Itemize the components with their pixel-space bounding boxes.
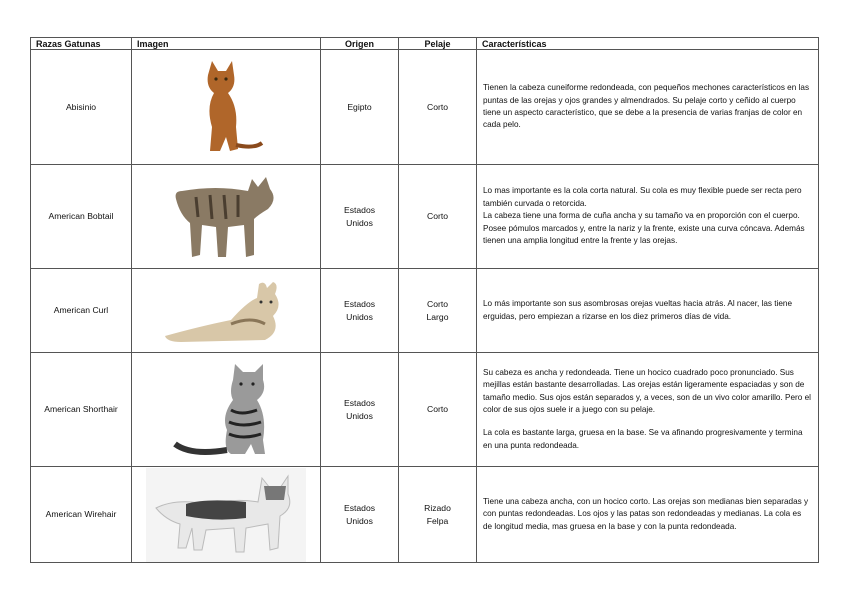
origin: Egipto [321,50,399,165]
american-shorthair-cat-image [171,360,281,460]
abyssinian-cat-image [186,57,266,157]
characteristics: Su cabeza es ancha y redondeada. Tiene un hocico cuadrado poco pronunciado. Sus mejillas están bastante desarrolladas. Las orejas están ligeramente espaciadas y son de tamaño medio. Sus ojos están separados y, a veces, son de un vivo color amarillo. Pero el color de sus ojos suele ir a juego con su pelaje. La cola es bastante larga, gruesa en la base. Se va afinando progresivamente y termina en una punta redondeada. [477,353,819,467]
characteristics: Lo más importante son sus asombrosas orejas vueltas hacia atrás. Al nacer, las tiene erguidas, pero empiezan a rizarse en los diez primeros días de vida. [477,269,819,353]
breed-name: American Wirehair [31,467,132,563]
characteristics: Lo mas importante es la cola corta natural. Su cola es muy flexible puede ser recta pero también curvada o retorcida. La cabeza tiene una forma de cuña ancha y su tamaño va en proporción con el cuerpo. Posee pómulos marcados y, entre la nariz y la frente, existe una curva cóncava. Además tienen una amplia longitud entre la frente y las orejas. [477,165,819,269]
table-row [31,467,819,563]
cat-image-cell [132,165,321,269]
coat: Corto Largo [399,269,477,353]
header-image: Imagen [132,38,321,50]
breed-name: Abisinio [31,50,132,165]
cat-breeds-table [30,37,819,563]
characteristics: Tiene una cabeza ancha, con un hocico corto. Las orejas son medianas bien separadas y con puntas redondeadas. Los ojos y las patas son redondeadas y medianas. La cola es de longitud media, mas gruesa en la base y con la punta redondeada. [477,467,819,563]
origin: Estados Unidos [321,467,399,563]
characteristics: Tienen la cabeza cuneiforme redondeada, con pequeños mechones característicos en las puntas de las orejas y ojos grandes y almendrados. Su pelaje corto y ceñido al cuerpo tiene un aspecto característico, que se debe a la presencia de varias franjas de color en cada pelo. [477,50,819,165]
breed-name: American Curl [31,269,132,353]
table-row [31,165,819,269]
table-row [31,269,819,353]
coat: Corto [399,165,477,269]
coat: Corto [399,50,477,165]
coat: Rizado Felpa [399,467,477,563]
table-row [31,50,819,165]
header-origin: Origen [321,38,399,50]
header-breed: Razas Gatunas [31,38,132,50]
american-wirehair-cat-image [146,468,306,562]
cat-image-cell [132,467,321,563]
origin: Estados Unidos [321,353,399,467]
cat-image-cell [132,269,321,353]
origin: Estados Unidos [321,165,399,269]
header-row [31,38,819,50]
american-bobtail-cat-image [166,169,286,265]
header-coat: Pelaje [399,38,477,50]
header-characteristics: Características [477,38,819,50]
american-curl-cat-image [161,276,291,346]
breed-name: American Bobtail [31,165,132,269]
origin: Estados Unidos [321,269,399,353]
table-row [31,353,819,467]
breed-name: American Shorthair [31,353,132,467]
coat: Corto [399,353,477,467]
cat-image-cell [132,353,321,467]
cat-image-cell [132,50,321,165]
